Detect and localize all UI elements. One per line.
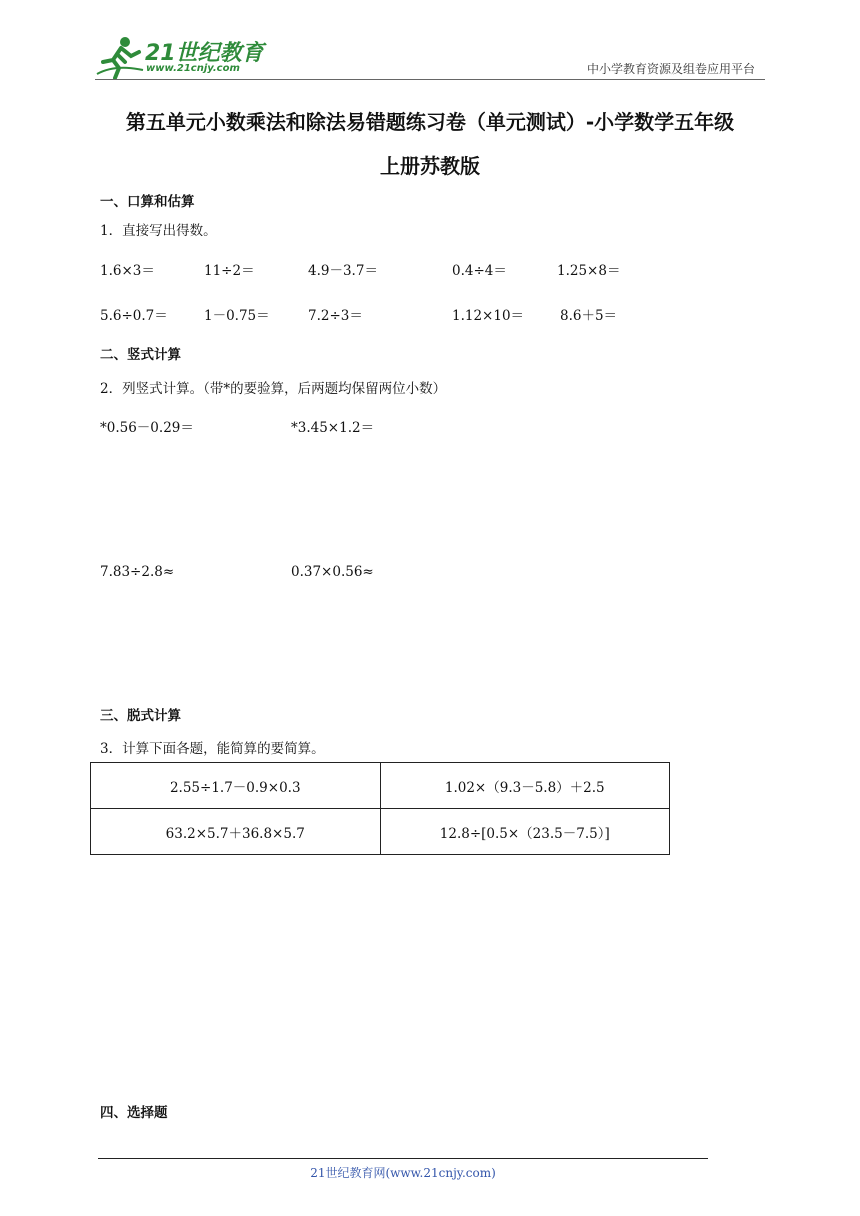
expression: 1.25×8＝: [557, 263, 621, 279]
section-heading-4: 四、选择题: [100, 1105, 168, 1121]
table-cell: 63.2×5.7＋36.8×5.7: [91, 809, 381, 855]
expression: 7.2÷3＝: [308, 308, 363, 324]
logo-url: www.21cnjy.com: [146, 63, 240, 74]
page-title-line2: 上册苏教版: [380, 154, 480, 178]
calculation-table: [90, 762, 670, 855]
expression: 11÷2＝: [204, 263, 255, 279]
section-heading-3: 三、脱式计算: [100, 708, 181, 724]
runner-icon: [95, 34, 145, 80]
question-2: 2．列竖式计算。（带*的要验算，后两题均保留两位小数）: [100, 381, 447, 397]
section-heading-2: 二、竖式计算: [100, 347, 181, 363]
expression: 1－0.75＝: [204, 308, 270, 324]
footer-divider: [98, 1158, 708, 1159]
expression: *0.56－0.29＝: [100, 420, 194, 436]
expression: 0.4÷4＝: [452, 263, 507, 279]
table-row: [91, 809, 670, 855]
expression: 7.83÷2.8≈: [100, 564, 175, 580]
question-1: 1．直接写出得数。: [100, 223, 217, 239]
page-title-line1: 第五单元小数乘法和除法易错题练习卷（单元测试）-小学数学五年级: [125, 110, 735, 134]
table-row: [91, 763, 670, 809]
logo-text: 21世纪教育: [145, 41, 264, 66]
expression: 5.6÷0.7＝: [100, 308, 168, 324]
section-heading-1: 一、口算和估算: [100, 194, 195, 210]
question-3: 3．计算下面各题，能简算的要简算。: [100, 741, 325, 757]
footer-text: 21世纪教育网(www.21cnjy.com): [310, 1166, 496, 1180]
table-cell: 12.8÷[0.5×（23.5－7.5）]: [380, 809, 670, 855]
header-divider: [95, 79, 765, 80]
expression: 0.37×0.56≈: [291, 564, 374, 580]
expression: 4.9－3.7＝: [308, 263, 378, 279]
table-cell: 2.55÷1.7－0.9×0.3: [91, 763, 381, 809]
expression: 1.12×10＝: [452, 308, 525, 324]
expression: 1.6×3＝: [100, 263, 155, 279]
expression: 8.6＋5＝: [560, 308, 618, 324]
table-cell: 1.02×（9.3－5.8）＋2.5: [380, 763, 670, 809]
expression: *3.45×1.2＝: [291, 420, 375, 436]
header-platform-text: 中小学教育资源及组卷应用平台: [586, 62, 755, 76]
